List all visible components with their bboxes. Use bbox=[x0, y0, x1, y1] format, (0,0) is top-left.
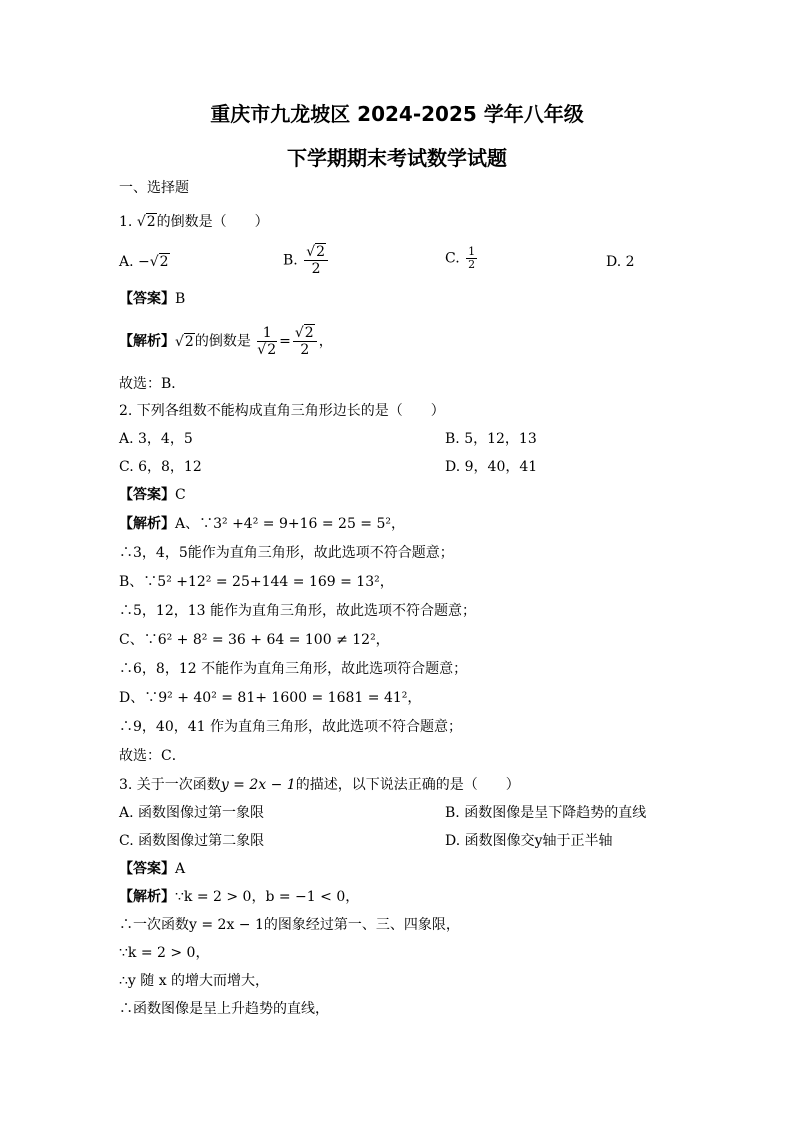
q3-option-b: B. 函数图像是呈下降趋势的直线 bbox=[445, 805, 647, 821]
question-number: 1. bbox=[119, 214, 133, 230]
q1-option-a: A. −√2 bbox=[119, 254, 169, 270]
q2-analysis-line: ∴6，8，12 不能作为直角三角形，故此选项符合题意； bbox=[119, 661, 468, 677]
q2-choose: 故选：C． bbox=[119, 748, 186, 764]
q3-analysis-line: ∴一次函数y = 2x − 1的图象经过第一、三、四象限， bbox=[119, 917, 460, 933]
q2-option-d: D. 9，40，41 bbox=[445, 459, 538, 475]
q3-option-a: A. 函数图像过第一象限 bbox=[119, 805, 265, 821]
q2-analysis-line: B、∵5² +12² = 25+144 = 169 = 13²， bbox=[119, 574, 394, 590]
question-3-stem: 3. 关于一次函数y = 2x − 1的描述，以下说法正确的是（ ） bbox=[119, 777, 520, 793]
q3-analysis-line: 【解析】∵k = 2 > 0，b = −1 < 0， bbox=[119, 889, 360, 905]
q2-analysis-line: 【解析】A、∵3² +4² = 9+16 = 25 = 5²， bbox=[119, 516, 406, 532]
q2-option-b: B. 5，12，13 bbox=[445, 431, 537, 447]
q1-option-d: D. 2 bbox=[606, 254, 635, 270]
q1-option-c: C. $\frac{1}{2}$ bbox=[445, 245, 476, 271]
q3-option-c: C. 函数图像过第二象限 bbox=[119, 833, 265, 849]
section-heading: 一、选择题 bbox=[119, 180, 189, 196]
q1-analysis: 【解析】√2的倒数是 $\frac{1}{√2}$ = $\frac{√2}{2}$ ， bbox=[119, 325, 333, 358]
document-title-line1: 重庆市九龙坡区 2024-2025 学年八年级 bbox=[210, 102, 584, 126]
q3-option-d: D. 函数图像交y轴于正半轴 bbox=[445, 833, 613, 849]
question-2-stem: 2. 下列各组数不能构成直角三角形边长的是（ ） bbox=[119, 403, 445, 419]
q2-analysis-line: ∴5，12，13 能作为直角三角形，故此选项不符合题意； bbox=[119, 603, 476, 619]
q1-choose: 故选：B． bbox=[119, 376, 186, 392]
q2-analysis-line: ∴3，4，5能作为直角三角形，故此选项不符合题意； bbox=[119, 545, 454, 561]
q3-analysis-line: ∴y 随 x 的增大而增大， bbox=[119, 973, 270, 989]
q3-analysis-line: ∴函数图像是呈上升趋势的直线， bbox=[119, 1001, 329, 1017]
sqrt-expression: √2 bbox=[136, 214, 156, 230]
q1-answer: 【答案】B bbox=[119, 291, 186, 307]
document-title-line2: 下学期期末考试数学试题 bbox=[287, 146, 507, 170]
q1-option-b: B. $\frac{√2}{2}$ bbox=[283, 244, 330, 277]
q2-option-c: C. 6，8，12 bbox=[119, 459, 202, 475]
question-text: 的倒数是（ ） bbox=[156, 214, 269, 230]
q2-answer: 【答案】C bbox=[119, 487, 186, 503]
q2-analysis-line: ∴9，40，41 作为直角三角形，故此选项不符合题意； bbox=[119, 719, 462, 735]
q2-analysis-line: C、∵6² + 8² = 36 + 64 = 100 ≠ 12²， bbox=[119, 632, 390, 648]
question-1-stem bbox=[119, 212, 269, 232]
q2-option-a: A. 3，4，5 bbox=[119, 431, 193, 447]
q3-answer: 【答案】A bbox=[119, 861, 186, 877]
q3-analysis-line: ∵k = 2 > 0， bbox=[119, 945, 210, 961]
q2-analysis-line: D、∵9² + 40² = 81+ 1600 = 1681 = 41²， bbox=[119, 690, 422, 706]
